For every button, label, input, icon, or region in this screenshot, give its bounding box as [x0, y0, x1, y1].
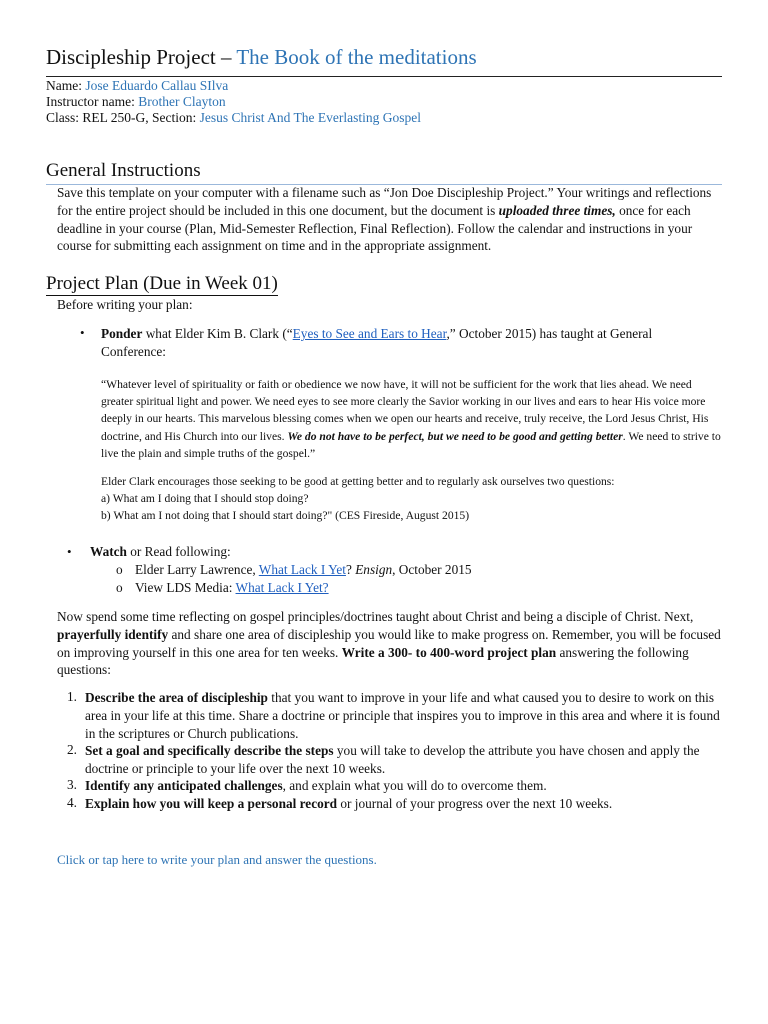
question-4	[85, 795, 725, 813]
class-label: Class: REL 250-G, Section:	[46, 110, 197, 125]
title-main: Discipleship Project	[46, 45, 216, 69]
quote-end: . We need to strive to live the plain and simple truths of the gospel.”	[101, 429, 721, 460]
reflection-paragraph	[57, 608, 725, 679]
watch-sub-item-1	[135, 561, 472, 579]
questions-intro: Elder Clark encourages those seeking to be good at getting better and to regularly ask ourselves two questions:	[101, 475, 615, 488]
general-p1-end: once for each deadline in your course (Plan, Mid-Semester Reflection, Final Reflection). Follow the calendar and instructions in your course for submitting each assignment on time and in the appropriate assignment.	[57, 202, 693, 254]
general-heading-text: General Instructions	[46, 160, 201, 181]
sub-bullet-marker: o	[116, 562, 123, 577]
general-p1-emph: uploaded three times,	[498, 202, 616, 218]
instructor-label: Instructor name:	[46, 94, 135, 109]
q2-text: you will take to develop the attribute you have chosen and apply the doctrine or principle to your life over the next 10 weeks.	[85, 743, 700, 776]
question-number: 3.	[67, 777, 77, 792]
reflect-p3: answering the following questions:	[57, 644, 689, 678]
title-rule	[46, 76, 722, 77]
class-value[interactable]: Jesus Christ And The Everlasting Gospel	[199, 110, 421, 125]
question-3	[85, 777, 725, 795]
before-writing: Before writing your plan:	[57, 297, 193, 312]
reflect-b2: Write a 300- to 400-word project plan	[341, 644, 557, 660]
what-lack-i-yet-link[interactable]: What Lack I Yet	[258, 562, 346, 577]
reflect-p2: and share one area of discipleship you would like to make progress on. Remember, you will be focused on improving yourself in this one area for ten weeks.	[57, 626, 721, 660]
document-title	[46, 45, 477, 70]
general-p1: Save this template on your computer with a filename such as “Jon Doe Discipleship Project.” Your writings and reflections for the entire project should be included in this one document, but the document is	[57, 185, 712, 218]
eyes-to-see-link[interactable]: Eyes to See and Ears to Hear	[292, 326, 447, 341]
lds-media-link[interactable]: What Lack I Yet?	[235, 580, 329, 595]
quote-emph: We do not have to be perfect, but we need to be good and getting better	[287, 429, 623, 443]
general-instructions-paragraph	[57, 184, 725, 255]
bullet-marker: •	[67, 544, 72, 559]
watch-text: or Read following:	[126, 544, 231, 559]
q2-bold: Set a goal and specifically describe the steps	[85, 743, 334, 758]
q3-text: , and explain what you will do to overcome them.	[282, 778, 547, 793]
question-a: a) What am I doing that I should stop doing?	[101, 492, 309, 506]
meta-name-line	[46, 78, 228, 94]
clark-questions	[101, 473, 723, 525]
question-1	[85, 689, 725, 742]
ponder-bold: Ponder	[101, 326, 143, 341]
watch-bold: Watch	[90, 544, 127, 559]
sub1-q: ?	[345, 562, 356, 577]
plan-answer-placeholder[interactable]: Click or tap here to write your plan and answer the questions.	[57, 852, 377, 867]
q4-text: or journal of your progress over the next 10 weeks.	[337, 796, 613, 811]
name-value[interactable]: Jose Eduardo Callau SIlva	[85, 78, 229, 93]
q3-bold: Identify any anticipated challenges	[85, 778, 283, 793]
q1-bold: Describe the area of discipleship	[85, 690, 268, 705]
reflect-p1: Now spend some time reflecting on gospel principles/doctrines taught about Christ and being a disciple of Christ. Next,	[57, 609, 694, 624]
watch-sub-item-2	[135, 579, 329, 597]
quote-text: “Whatever level of spirituality or faith or obedience we now have, it will not be sufficient for the work that lies ahead. We need greater spiritual light and power. We need eyes to see more clearly the Savior working in our lives and ears to hear His voice more deeply in our hearts. This marvelous blessing comes when we open our hearts and receive, truly receive, the Lord Jesus Christ, His doctrine, and His Church into our lives.	[101, 378, 709, 443]
sub2-text: View LDS Media:	[135, 580, 236, 595]
ponder-text2: ,” October 2015) has taught at General Conference:	[101, 326, 653, 359]
ponder-item	[101, 325, 711, 361]
plan-heading-text: Project Plan (Due in Week 01)	[46, 273, 278, 294]
question-number: 2.	[67, 742, 77, 757]
general-instructions-heading	[46, 160, 201, 182]
sub1-end: , October 2015	[392, 562, 472, 577]
question-number: 4.	[67, 795, 77, 810]
bullet-marker: •	[80, 325, 85, 340]
title-dash: –	[215, 45, 237, 69]
question-2	[85, 742, 725, 778]
title-book: The Book of the meditations	[236, 45, 477, 69]
ponder-text1: what Elder Kim B. Clark (“	[142, 326, 293, 341]
name-label: Name:	[46, 78, 82, 93]
reflect-b1: prayerfully identify	[57, 626, 169, 642]
question-b: b) What am I not doing that I should start doing?" (CES Fireside, August 2015)	[101, 509, 470, 523]
q1-text: that you want to improve in your life and what caused you to desire to work on this area in your life at this time. Share a doctrine or principle that inspires you to improve in this area and where it is found in the scriptures or Church publications.	[85, 690, 720, 741]
sub1-ital: Ensign	[355, 562, 393, 577]
watch-item	[90, 543, 231, 561]
question-number: 1.	[67, 689, 77, 704]
sub1-text: Elder Larry Lawrence,	[135, 562, 259, 577]
instructor-value[interactable]: Brother Clayton	[138, 94, 226, 109]
meta-class-line	[46, 110, 421, 126]
sub-bullet-marker: o	[116, 580, 123, 595]
clark-quote	[101, 376, 723, 462]
q4-bold: Explain how you will keep a personal record	[85, 796, 338, 811]
project-plan-heading	[46, 273, 278, 295]
meta-instructor-line	[46, 94, 226, 110]
